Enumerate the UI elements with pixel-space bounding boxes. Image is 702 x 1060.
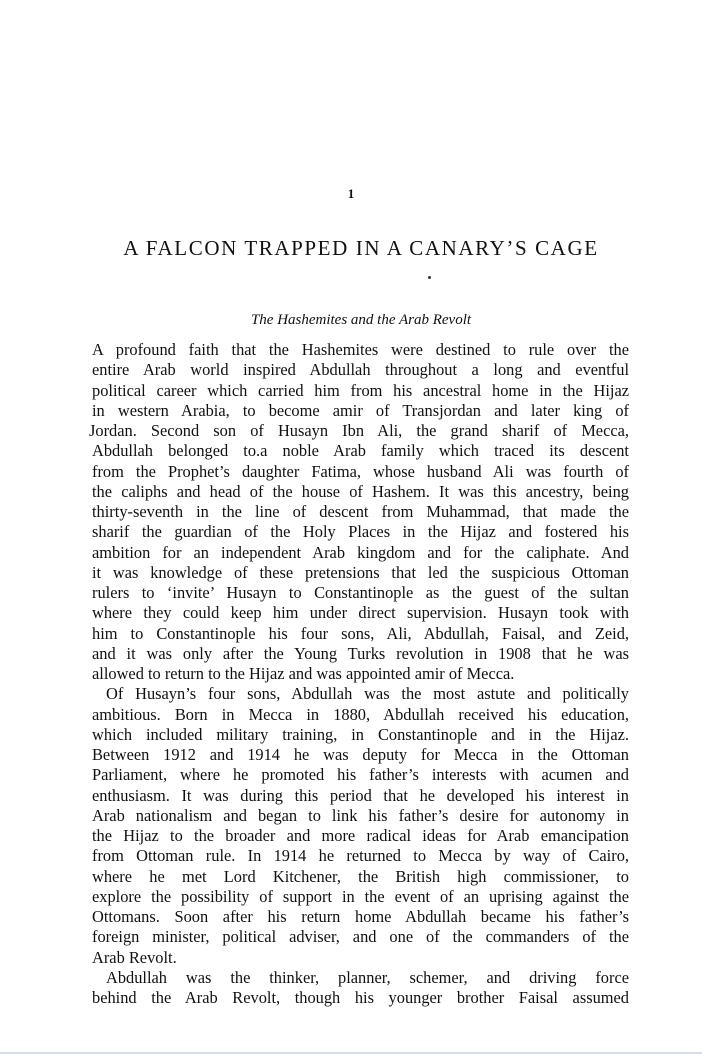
body-text: [89, 340, 629, 1008]
text-line: which included military training, in Constantinople and in the Hijaz.: [92, 724, 629, 744]
text-line: sharif the guardian of the Holy Places in the Hijaz and fostered his: [92, 522, 629, 542]
text-line: him to Constantinople his four sons, Ali, Abdullah, Faisal, and Zeid,: [92, 623, 629, 643]
text-line: allowed to return to the Hijaz and was appointed amir of Mecca.: [92, 664, 515, 683]
bottom-divider: [0, 1052, 702, 1054]
decorative-dot: [428, 276, 431, 279]
text-line: where they could keep him under direct supervision. Husayn took with: [92, 603, 629, 623]
text-line: Abdullah belonged to.a noble Arab family which traced its descent: [92, 441, 629, 461]
text-line: it was knowledge of these pretensions that led the suspicious Ottoman: [92, 562, 629, 582]
text-line: A profound faith that the Hashemites were destined to rule over the: [92, 340, 629, 359]
text-line: and it was only after the Young Turks revolution in 1908 that he was: [92, 643, 629, 663]
text-line: in western Arabia, to become amir of Transjordan and later king of: [92, 400, 629, 420]
text-line: Arab nationalism and began to link his father’s desire for autonomy in: [92, 805, 629, 825]
chapter-number: 1: [347, 186, 355, 201]
text-line: rulers to ‘invite’ Husayn to Constantinople as the guest of the sultan: [92, 583, 629, 602]
text-line: ambition for an independent Arab kingdom and for the caliphate. And: [92, 542, 629, 562]
text-line: Parliament, where he promoted his father’s interests with acumen and: [92, 765, 629, 785]
text-line: Ottomans. Soon after his return home Abdullah became his father’s: [92, 907, 629, 926]
text-line: Arab Revolt.: [92, 947, 177, 967]
text-line: behind the Arab Revolt, though his younger brother Faisal assumed: [92, 988, 629, 1007]
section-heading: The Hashemites and the Arab Revolt: [250, 312, 472, 328]
text-line: Of Husayn’s four sons, Abdullah was the most astute and politically: [106, 684, 629, 704]
text-line: Jordan. Second son of Husayn Ibn Ali, the grand sharif of Mecca,: [89, 421, 629, 440]
text-line: from the Prophet’s daughter Fatima, whose husband Ali was fourth of: [92, 461, 629, 481]
text-line: explore the possibility of support in the event of an uprising against the: [92, 886, 629, 906]
text-line: from Ottoman rule. In 1914 he returned to Mecca by way of Cairo,: [92, 846, 629, 866]
text-line: where he met Lord Kitchener, the British high commissioner, to: [92, 866, 629, 886]
text-line: the Hijaz to the broader and more radical ideas for Arab emancipation: [92, 826, 629, 845]
text-line: entire Arab world inspired Abdullah throughout a long and eventful: [92, 360, 629, 380]
text-line: ambitious. Born in Mecca in 1880, Abdullah received his education,: [92, 704, 629, 724]
text-line: Between 1912 and 1914 he was deputy for Mecca in the Ottoman: [92, 745, 629, 764]
text-line: foreign minister, political adviser, and one of the commanders of the: [92, 927, 629, 947]
text-line: Abdullah was the thinker, planner, schemer, and driving force: [106, 967, 629, 987]
text-line: the caliphs and head of the house of Hashem. It was this ancestry, being: [92, 481, 629, 501]
chapter-title: A FALCON TRAPPED IN A CANARY’S CAGE: [123, 236, 599, 260]
text-line: thirty-seventh in the line of descent from Muhammad, that made the: [92, 502, 629, 521]
text-line: enthusiasm. It was during this period that he developed his interest in: [92, 785, 629, 805]
text-line: political career which carried him from his ancestral home in the Hijaz: [92, 380, 629, 400]
